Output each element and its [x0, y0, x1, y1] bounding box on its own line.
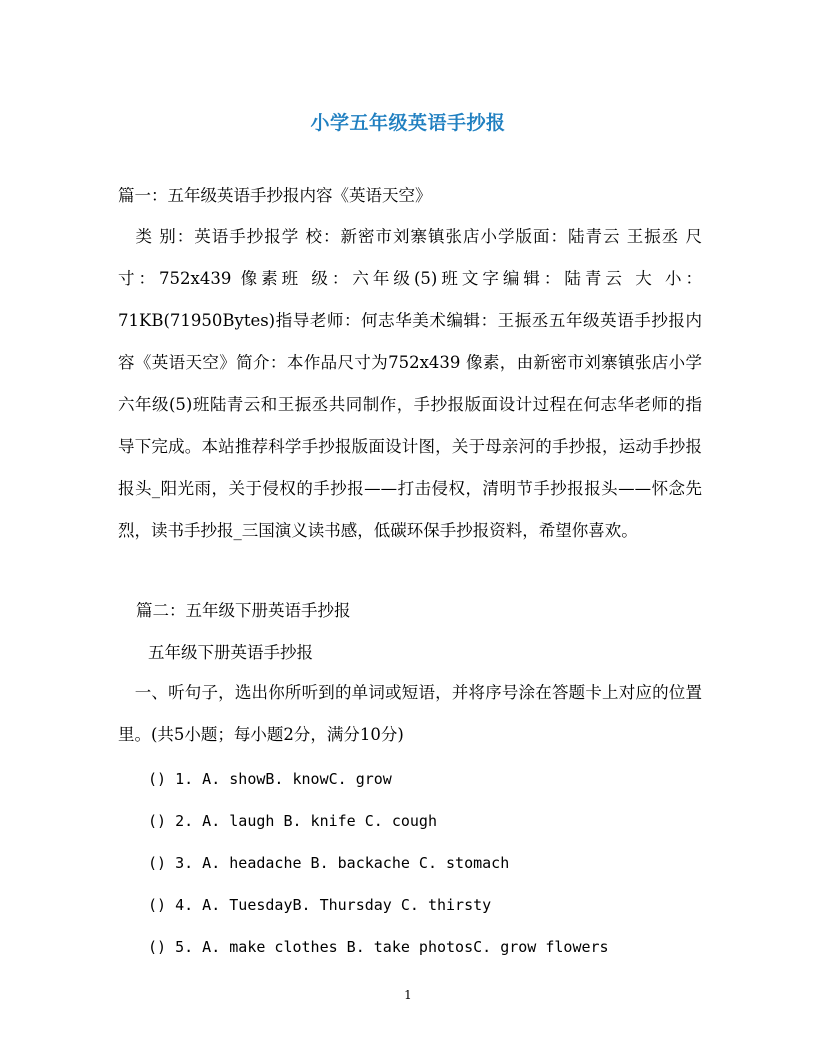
page-number: 1 [404, 988, 412, 1002]
question-item-4: () 4. A. TuesdayB. Thursday C. thirsty [148, 896, 492, 914]
question-item-3: () 3. A. headache B. backache C. stomach [148, 854, 510, 872]
question-item-1: () 1. A. showB. knowC. grow [148, 770, 392, 788]
section2-subheading: 五年级下册英语手抄报 [148, 643, 313, 662]
section1-heading: 篇一：五年级英语手抄报内容《英语天空》 [118, 186, 432, 205]
section1-body: 类 别：英语手抄报学 校：新密市刘寨镇张店小学版面：陆青云 王振丞 尺 寸：752x439 像素班 级：六年级(5)班文字编辑：陆青云 大 小：71KB(71950Bytes)指导老师：何志华美术编辑：王振丞五年级英语手抄报内容《英语天空》简介：本作品尺寸为752x439 像素，由新密市刘寨镇张店小学六年级(5)班陆青云和王振丞共同制作，手抄报版面设计过程在何志华老师的指导下完成。本站推荐科学手抄报版面设计图，关于母亲河的手抄报，运动手抄报报头_阳光雨，关于侵权的手抄报——打击侵权，清明节手抄报报头——怀念先烈，读书手抄报_三国演义读书感，低碳环保手抄报资料，希望你喜欢。 [118, 227, 702, 540]
question-intro: 一、听句子，选出你所听到的单词或短语，并将序号涂在答题卡上对应的位置里。(共5小题；每小题2分，满分10分) [118, 683, 702, 744]
section2-heading: 篇二：五年级下册英语手抄报 [136, 601, 351, 620]
question-item-2: () 2. A. laugh B. knife C. cough [148, 812, 437, 830]
question-item-5: () 5. A. make clothes B. take photosC. grow flowers [148, 938, 609, 956]
document-title: 小学五年级英语手抄报 [310, 112, 506, 134]
